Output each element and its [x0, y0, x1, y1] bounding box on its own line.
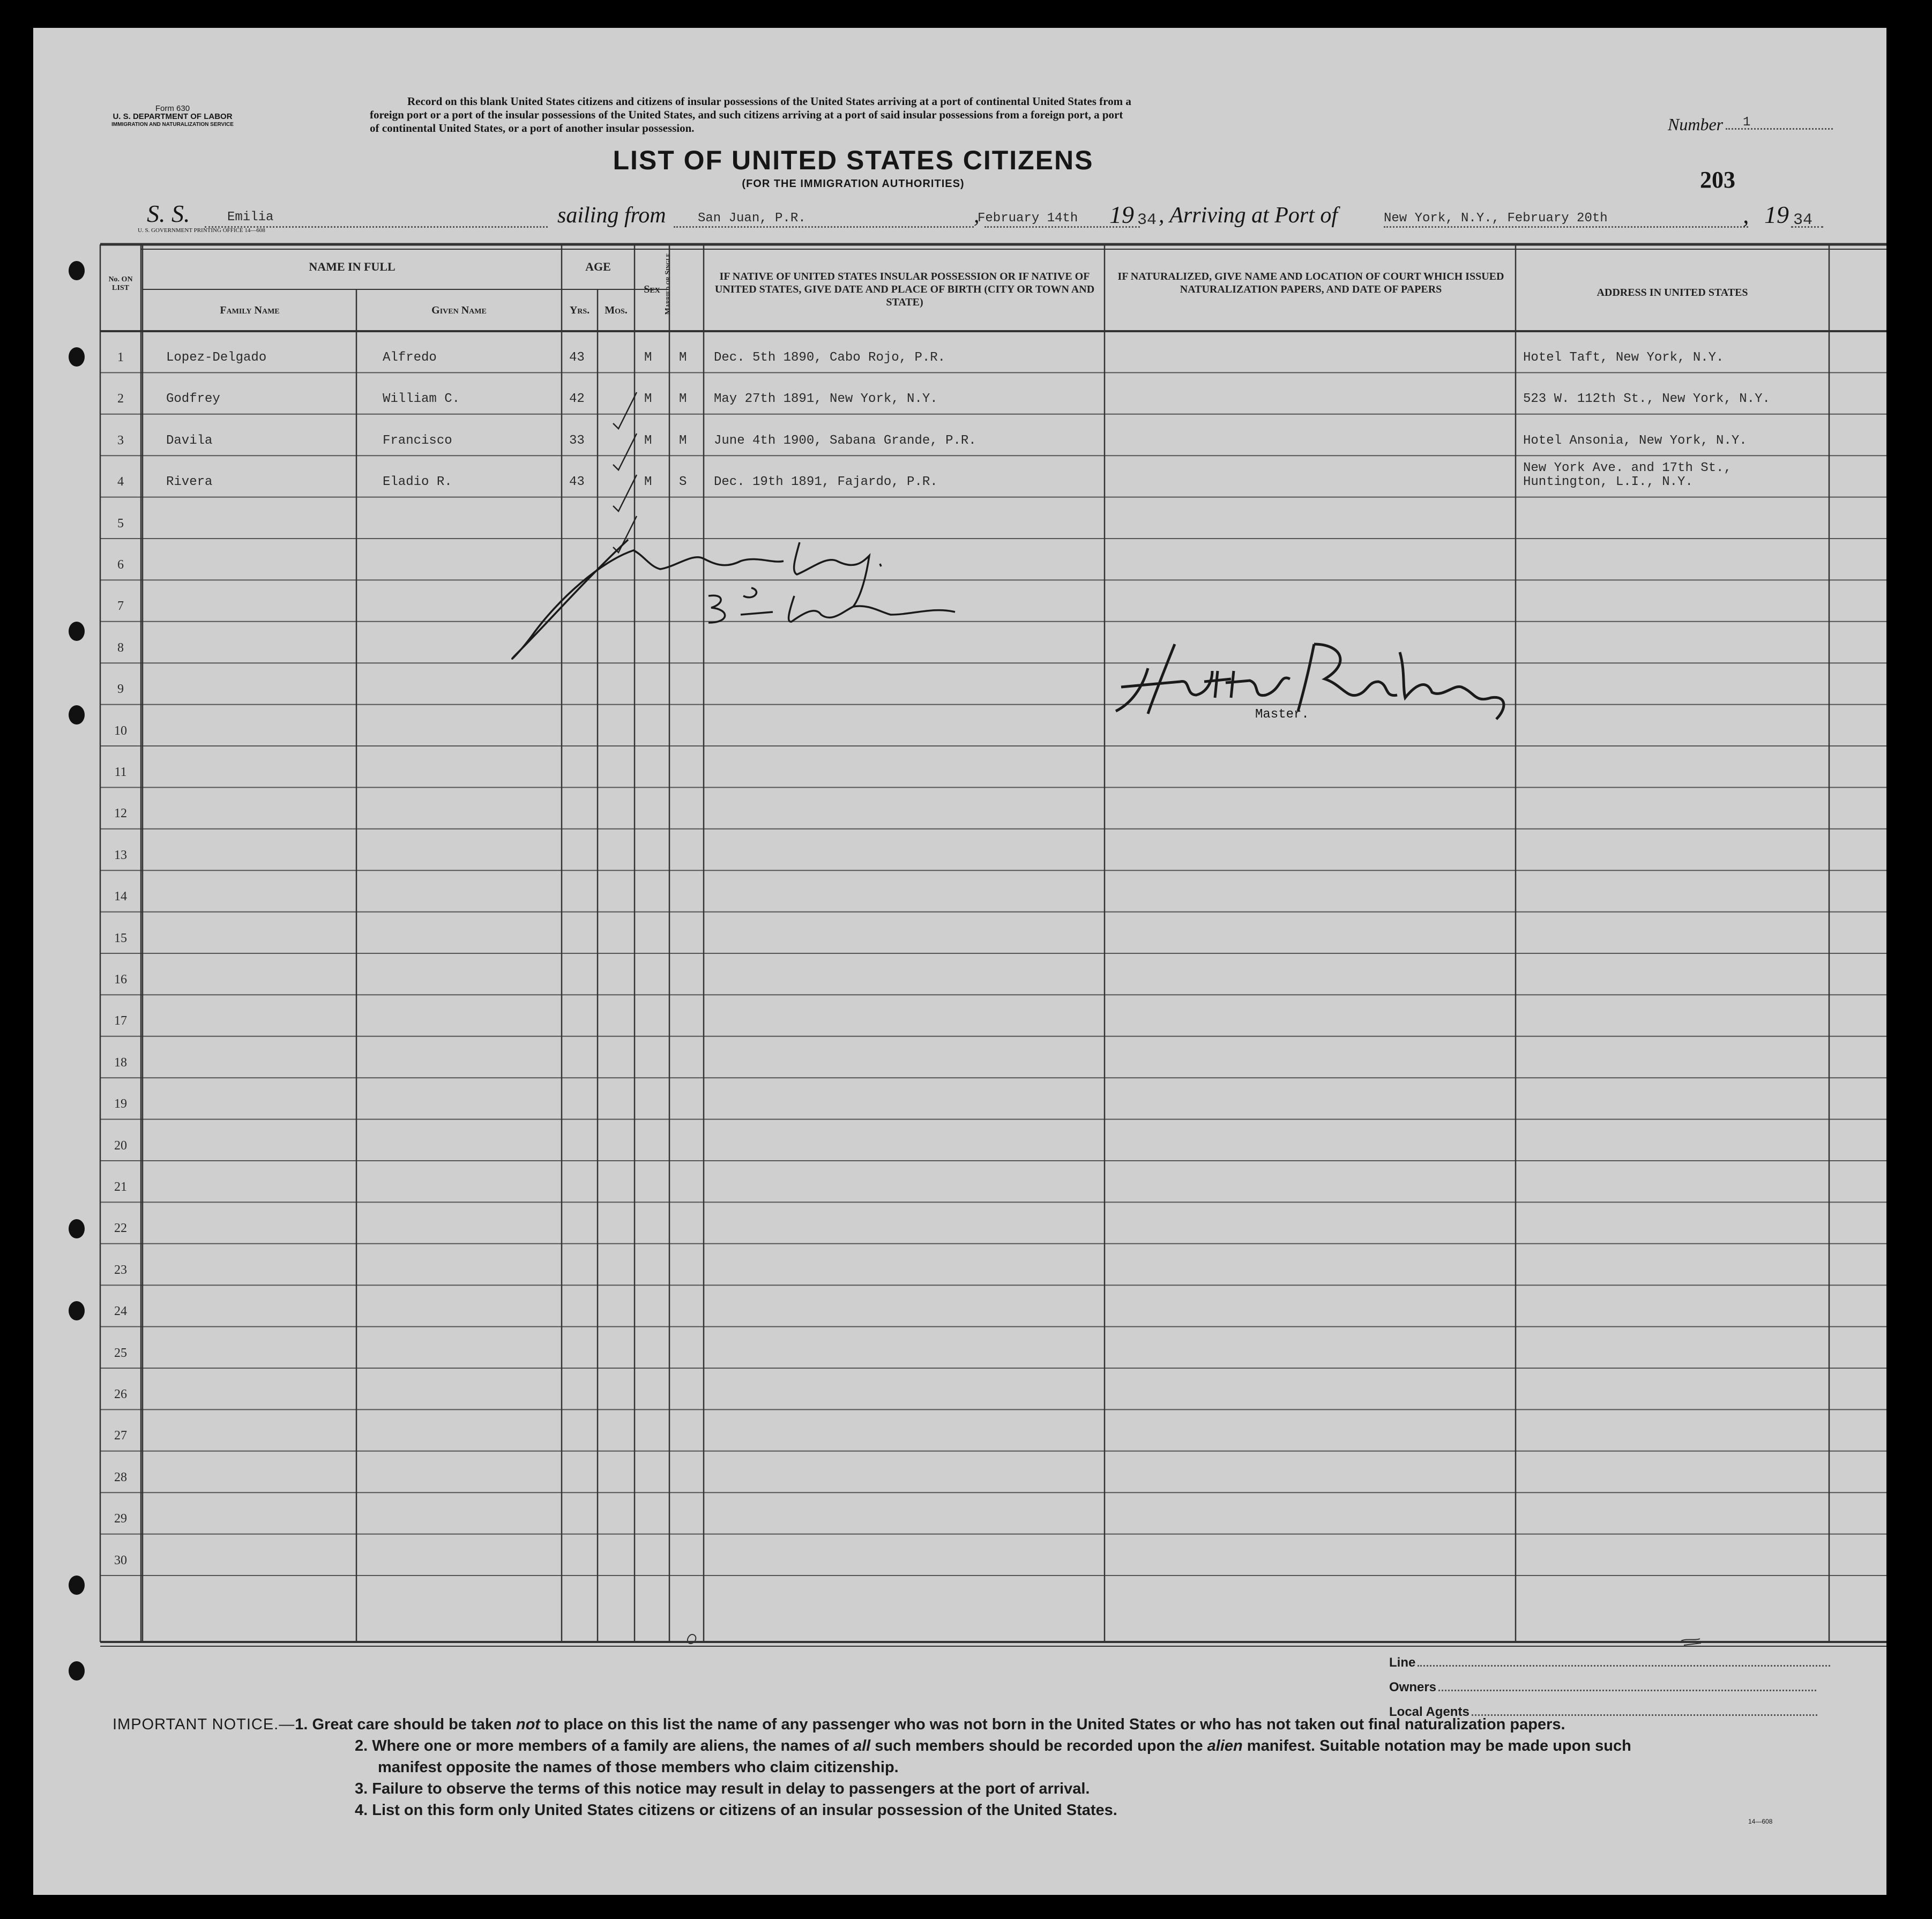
row-number: 1 — [117, 350, 124, 364]
col-birth: IF NATIVE OF UNITED STATES INSULAR POSSESSION OR IF NATIVE OF UNITED STATES, GIVE DATE AND PLACE OF BIRTH (CITY OR TOWN AND STATE) — [714, 271, 1095, 308]
notice-1-num: 1. — [295, 1716, 308, 1733]
col-given-name: Given Name — [431, 304, 487, 316]
row-number: 17 — [114, 1014, 127, 1028]
sail-year-prefix: 19 — [1109, 201, 1134, 228]
row-number: 13 — [114, 848, 127, 862]
sex-cell: M — [644, 350, 652, 365]
notice-1-text-a: Great care should be taken — [312, 1716, 516, 1733]
owners-dots — [1438, 1690, 1816, 1691]
row-number: 9 — [117, 682, 124, 697]
notice-2 — [113, 1735, 1881, 1757]
notice-2-num: 2. — [355, 1737, 368, 1754]
sex-cell: M — [644, 392, 652, 407]
col-name-in-full: NAME IN FULL — [309, 260, 396, 273]
row-number: 8 — [117, 640, 124, 655]
row-number: 27 — [114, 1429, 127, 1443]
marital-cell: S — [679, 475, 687, 490]
birth-cell: May 27th 1891, New York, N.Y. — [714, 392, 938, 407]
comma-1: , — [974, 203, 980, 228]
row-number: 23 — [114, 1263, 127, 1277]
department: U. S. DEPARTMENT OF LABOR — [113, 112, 233, 121]
instructions-line3: of continental United States, or a port of another insular possession. — [370, 122, 695, 135]
notice-1 — [113, 1714, 1881, 1735]
marital-cell: M — [679, 392, 687, 407]
col-sex: Sex — [644, 283, 660, 295]
notice-2-emphasis-1: all — [853, 1737, 871, 1754]
master-signature — [1116, 644, 1504, 719]
given-name-cell: Eladio R. — [383, 475, 452, 490]
from-port: San Juan, P.R. — [698, 211, 806, 226]
notice-2-text-b: such members should be recorded upon the — [870, 1737, 1207, 1754]
print-note: U. S. GOVERNMENT PRINTING OFFICE 14—608 — [138, 227, 265, 234]
address-cell: New York Ave. and 17th St., — [1523, 461, 1732, 476]
family-name-cell: Davila — [166, 433, 213, 448]
binder-hole-7 — [69, 1575, 85, 1595]
notice-2-cont: manifest opposite the names of those members who claim citizenship. — [378, 1759, 899, 1776]
given-name-cell: Francisco — [383, 433, 452, 448]
row-number: 22 — [114, 1221, 127, 1236]
marital-cell: M — [679, 433, 687, 448]
notice-4-num: 4. — [355, 1802, 368, 1819]
sail-year-suffix: 34 — [1137, 211, 1157, 229]
marital-cell: M — [679, 350, 687, 365]
address-cell: Hotel Ansonia, New York, N.Y. — [1523, 433, 1747, 448]
row-number: 26 — [114, 1387, 127, 1401]
binder-hole-8 — [69, 1661, 85, 1681]
inspector-signature — [512, 540, 955, 659]
binder-hole-1 — [69, 261, 85, 280]
binder-hole-4 — [69, 705, 85, 725]
line-label: Line — [1389, 1655, 1416, 1670]
row-number: 12 — [114, 807, 127, 821]
notice-3 — [113, 1778, 1881, 1799]
address-cell-line2: Huntington, L.I., N.Y. — [1523, 475, 1693, 490]
address-cell: 523 W. 112th St., New York, N.Y. — [1523, 392, 1770, 407]
notice-3-text: Failure to observe the terms of this notice may result in delay to passengers at the port of arrival. — [372, 1780, 1090, 1797]
col-no-on-list: No. ON LIST — [108, 275, 133, 292]
stray-marks — [688, 1634, 1701, 1645]
binder-hole-5 — [69, 1219, 85, 1238]
row-number: 30 — [114, 1553, 127, 1567]
row-number: 3 — [117, 433, 124, 447]
notice-4-text: List on this form only United States citizens or citizens of an insular possession of the United States. — [372, 1802, 1117, 1819]
instructions-line2: foreign port or a port of the insular possessions of the United States, and such citizens arriving at a port of said insular possessions from a foreign port, a port — [370, 108, 1123, 121]
row-number: 7 — [117, 599, 124, 614]
row-number: 21 — [114, 1180, 127, 1194]
instructions-line1: Record on this blank United States citizens and citizens of insular possessions of the United States arriving at a port of continental United States from a — [407, 95, 1131, 108]
notice-1-text-b: to place on this list the name of any passenger who was not born in the United States or who has not taken out final naturalization papers. — [540, 1716, 1565, 1733]
sex-cell: M — [644, 433, 652, 448]
family-name-cell: Lopez-Delgado — [166, 350, 267, 365]
col-naturalized: IF NATURALIZED, GIVE NAME AND LOCATION OF COURT WHICH ISSUED NATURALIZATION PAPERS, AND DATE OF PAPERS — [1117, 271, 1504, 295]
notice-2-text-a: Where one or more members of a family are aliens, the names of — [372, 1737, 853, 1754]
age-years-cell: 43 — [569, 350, 585, 365]
birth-cell: June 4th 1900, Sabana Grande, P.R. — [714, 433, 976, 448]
owners-field — [1389, 1675, 1830, 1700]
address-cell: Hotel Taft, New York, N.Y. — [1523, 350, 1724, 365]
line-field — [1389, 1651, 1830, 1675]
notice-heading: IMPORTANT NOTICE.— — [113, 1716, 295, 1733]
page-number: 203 — [1700, 167, 1735, 193]
notice-1-emphasis: not — [516, 1716, 540, 1733]
ss-label: S. S. — [147, 200, 190, 227]
agents-label: Local Agents — [1389, 1705, 1469, 1719]
family-name-cell: Rivera — [166, 475, 213, 490]
number-value: 1 — [1743, 115, 1751, 130]
notice-2-text-c: manifest. Suitable notation may be made upon such — [1242, 1737, 1631, 1754]
binder-hole-6 — [69, 1301, 85, 1320]
age-years-cell: 43 — [569, 475, 585, 490]
line-dots — [1418, 1665, 1830, 1667]
birth-cell: Dec. 5th 1890, Cabo Rojo, P.R. — [714, 350, 946, 365]
number-label: Number — [1668, 115, 1724, 134]
binder-hole-3 — [69, 622, 85, 641]
row-number: 25 — [114, 1346, 127, 1360]
age-years-cell: 42 — [569, 392, 585, 407]
binder-hole-2 — [69, 347, 85, 367]
row-number: 14 — [114, 890, 127, 904]
birth-cell: Dec. 19th 1891, Fajardo, P.R. — [714, 475, 938, 490]
family-name-cell: Godfrey — [166, 392, 220, 407]
arrive-year-prefix: 19 — [1764, 201, 1789, 228]
page-title: LIST OF UNITED STATES CITIZENS — [613, 145, 1094, 175]
row-number: 6 — [117, 558, 124, 572]
notice-4 — [113, 1799, 1881, 1821]
owners-label: Owners — [1389, 1680, 1437, 1694]
col-age: AGE — [585, 260, 611, 273]
ship-name: Emilia — [227, 210, 274, 225]
col-address: ADDRESS IN UNITED STATES — [1597, 287, 1748, 298]
age-years-cell: 33 — [569, 433, 585, 448]
form-number: Form 630 — [155, 104, 190, 113]
notice-3-num: 3. — [355, 1780, 368, 1797]
sail-date: February 14th — [978, 211, 1078, 226]
row-number: 16 — [114, 973, 127, 987]
col-family-name: Family Name — [220, 304, 280, 316]
arriving-label: , Arriving at Port of — [1159, 203, 1338, 228]
row-number: 29 — [114, 1512, 127, 1526]
sex-cell: M — [644, 475, 652, 490]
service: IMMIGRATION AND NATURALIZATION SERVICE — [111, 122, 234, 128]
arrival: New York, N.Y., February 20th — [1384, 211, 1608, 226]
form-code: 14—608 — [1748, 1818, 1773, 1825]
given-name-cell: Alfredo — [383, 350, 437, 365]
row-number: 20 — [114, 1138, 127, 1153]
manifest-sheet — [33, 28, 1886, 1895]
row-number: 18 — [114, 1055, 127, 1070]
row-number: 15 — [114, 931, 127, 945]
row-number: 19 — [114, 1097, 127, 1111]
sailing-label: sailing from — [557, 203, 666, 228]
row-number: 5 — [117, 516, 124, 531]
comma-2: , — [1743, 201, 1749, 228]
important-notice — [113, 1714, 1881, 1821]
row-number: 28 — [114, 1470, 127, 1484]
master-label: Master. — [1255, 707, 1309, 722]
col-age-yrs: Yrs. — [569, 304, 590, 316]
col-married-single: Married or Single — [664, 253, 672, 315]
row-number: 10 — [114, 723, 127, 738]
age-check-marks — [613, 392, 637, 552]
row-number: 4 — [117, 475, 124, 489]
notice-2-emphasis-2: alien — [1207, 1737, 1243, 1754]
page-subtitle: (FOR THE IMMIGRATION AUTHORITIES) — [742, 178, 965, 190]
row-number: 2 — [117, 392, 124, 406]
arrive-year-suffix: 34 — [1793, 211, 1813, 229]
col-age-mos: Mos. — [605, 304, 628, 316]
row-number: 24 — [114, 1304, 127, 1319]
given-name-cell: William C. — [383, 392, 460, 407]
row-number: 11 — [114, 765, 127, 779]
